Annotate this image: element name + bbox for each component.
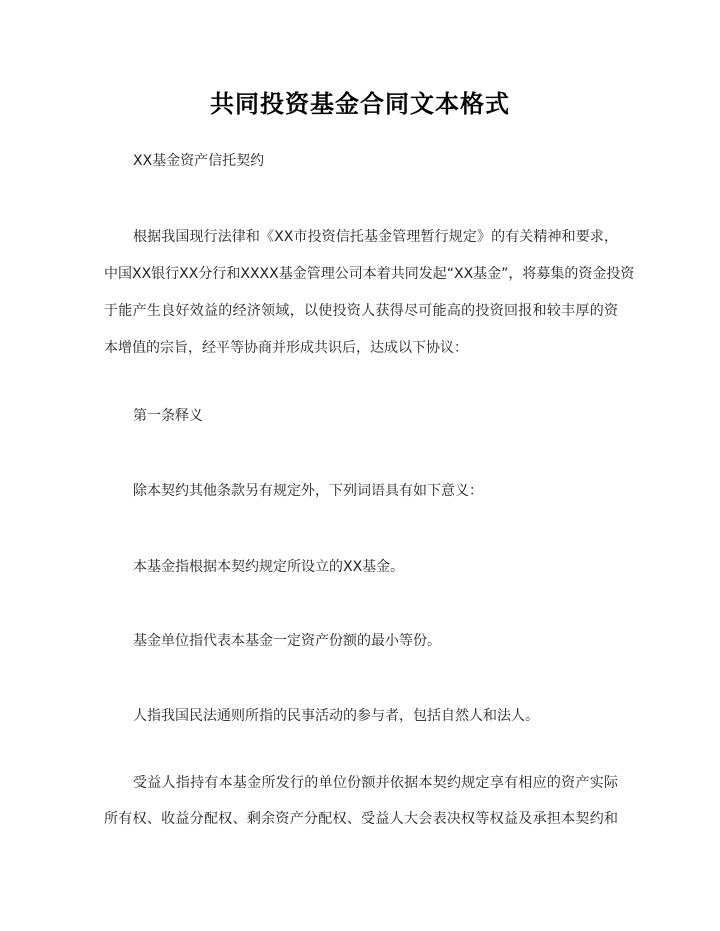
definition-fund: 本基金指根据本契约规定所设立的XX基金。 [133,559,405,575]
definition-fund-unit: 基金单位指代表本基金一定资产份额的最小等份。 [133,633,441,649]
preamble-line-4: 本增值的宗旨，经平等协商并形成共识后，达成以下协议： [104,340,468,356]
definition-beneficiary-line-1: 受益人指持有本基金所发行的单位份额并依据本契约规定享有相应的资产实际 [133,775,618,791]
definitions-intro: 除本契约其他条款另有规定外，下列词语具有如下意义： [133,483,483,499]
article-heading: 第一条释义 [133,408,203,424]
contract-subtitle: XX基金资产信托契约 [133,153,265,169]
definition-person: 人指我国民法通则所指的民事活动的参与者，包括自然人和法人。 [133,708,539,724]
preamble-line-3: 于能产生良好效益的经济领域，以使投资人获得尽可能高的投资回报和较丰厚的资 [104,303,618,319]
preamble-line-1: 根据我国现行法律和《XX市投资信托基金管理暂行规定》的有关精神和要求， [133,229,618,245]
preamble-line-2: 中国XX银行XX分行和XXXX基金管理公司本着共同发起“XX基金”，将募集的资金投资 [104,266,635,282]
definition-beneficiary-line-2: 所有权、收益分配权、剩余资产分配权、受益人大会表决权等权益及承担本契约和 [104,811,618,827]
document-title: 共同投资基金合同文本格式 [210,90,510,118]
